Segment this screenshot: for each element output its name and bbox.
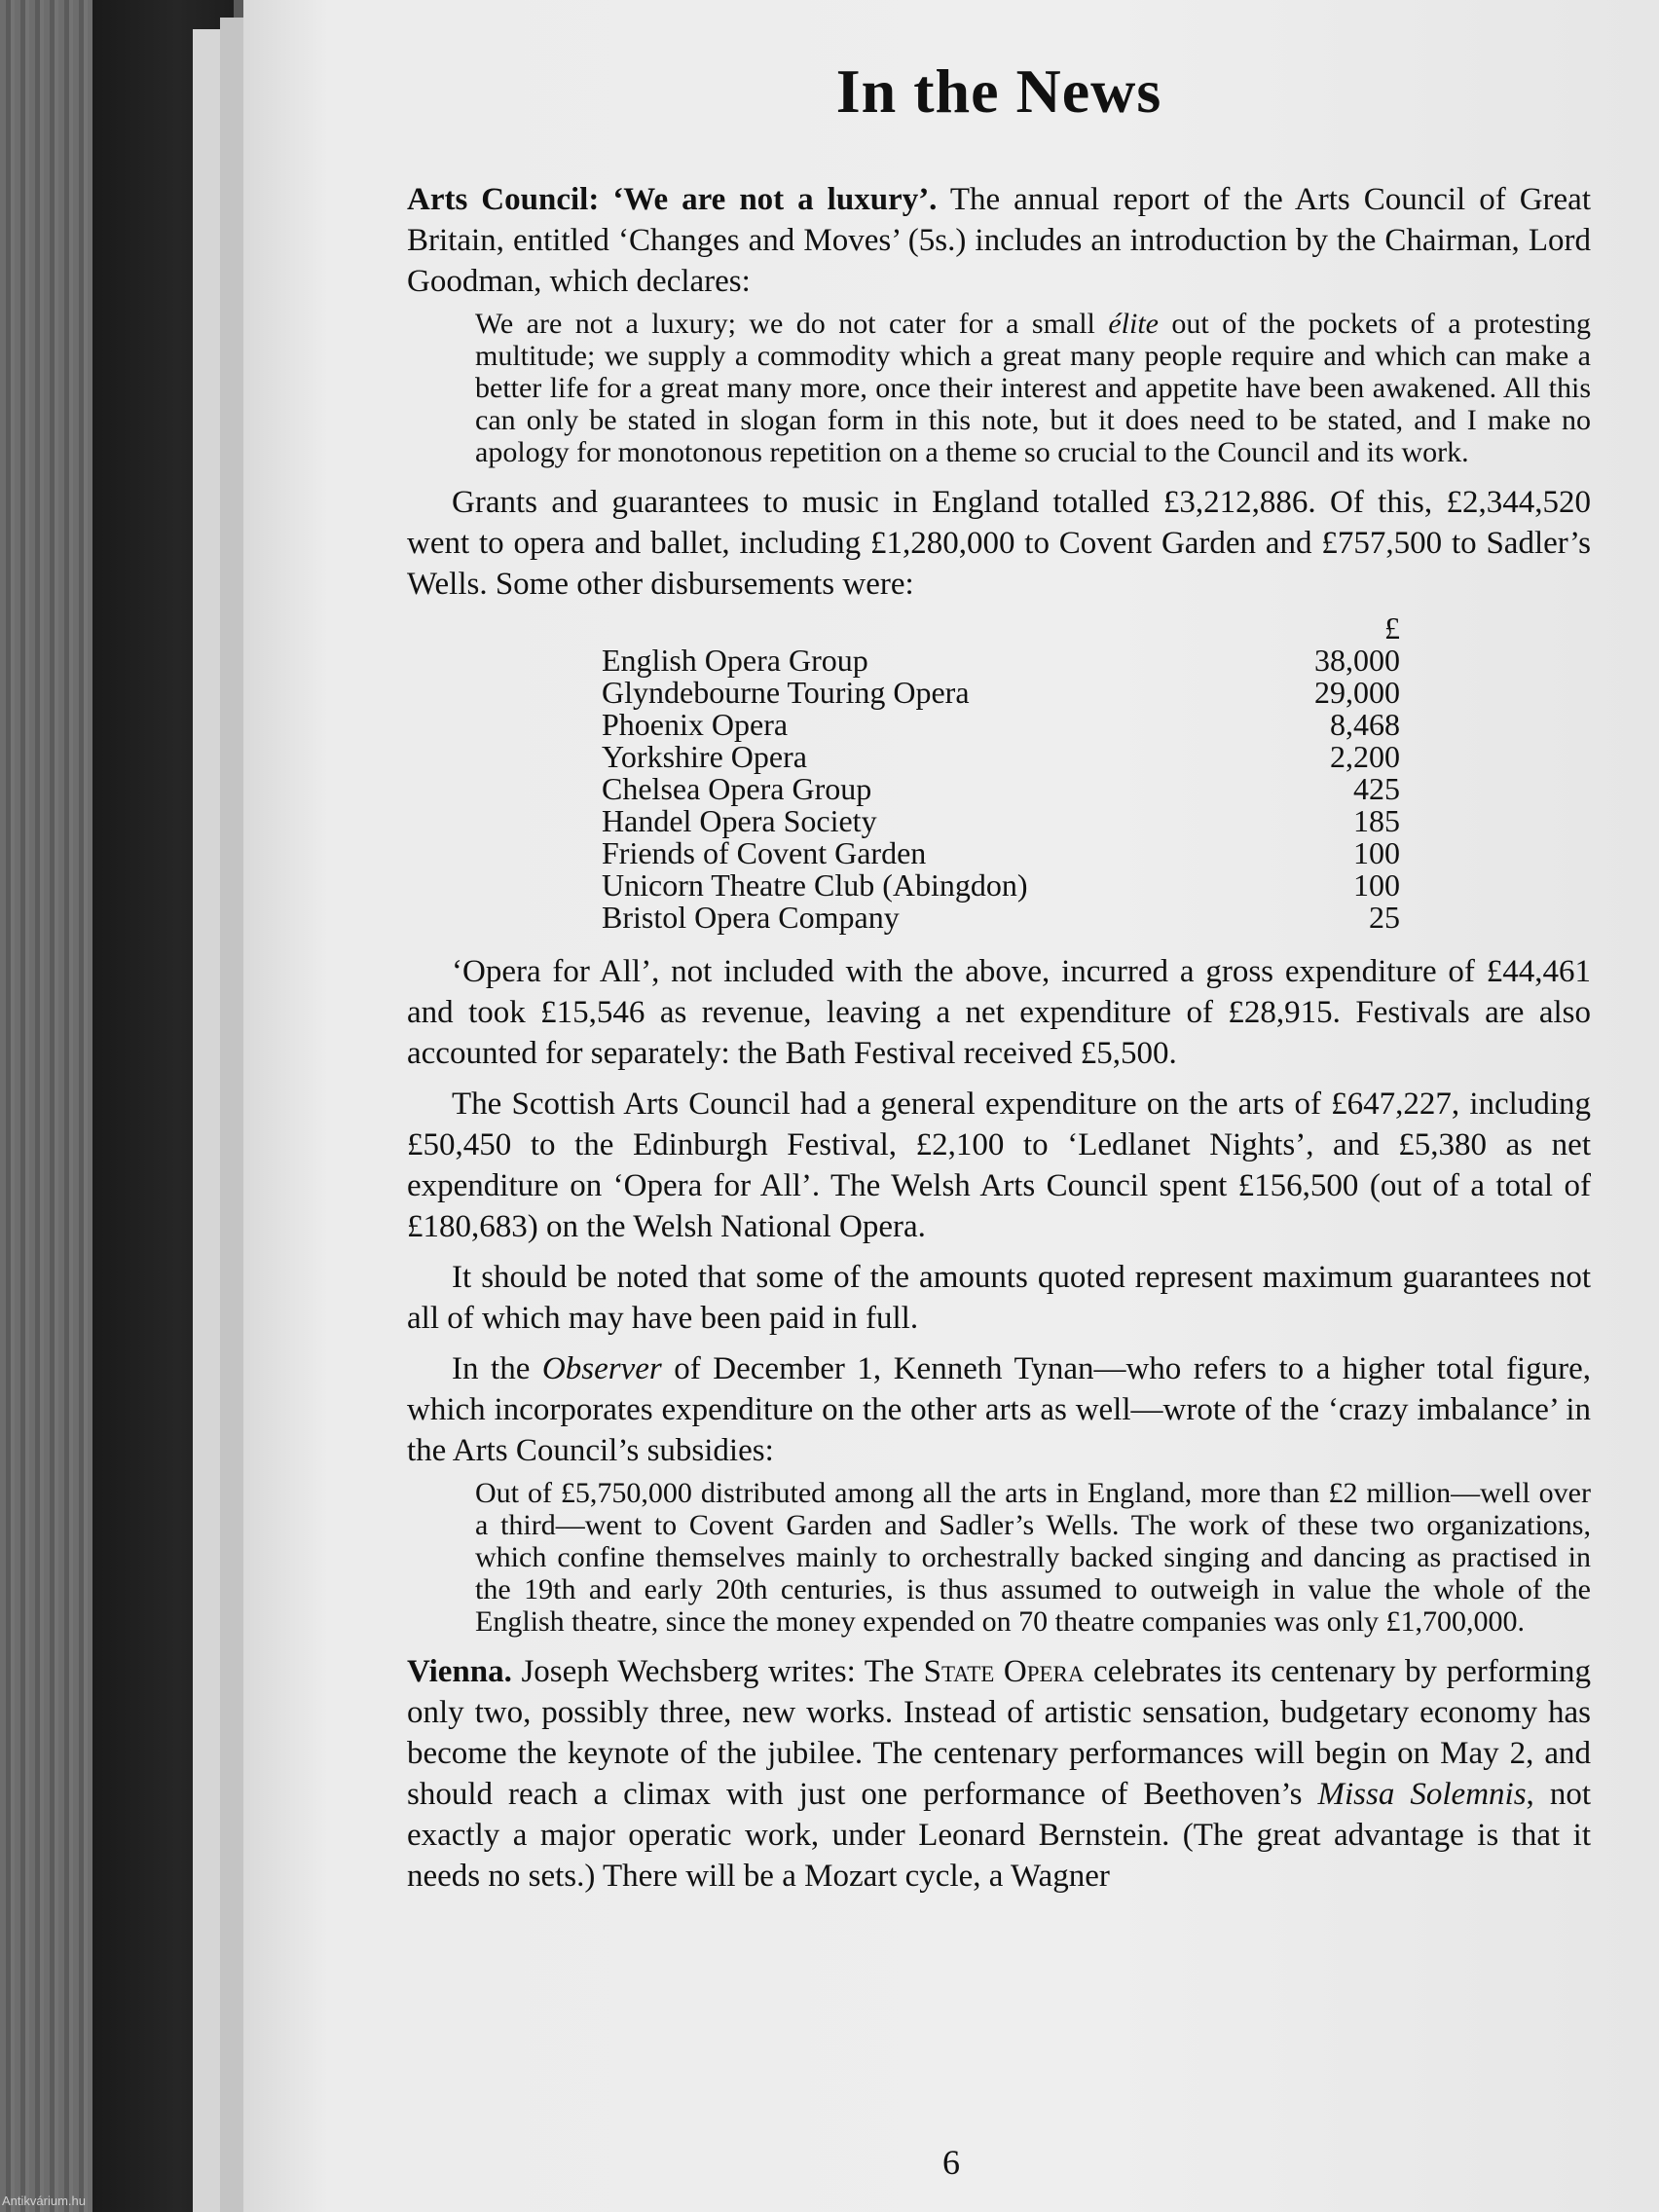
background-left: [0, 0, 97, 2212]
paragraph-opera-for-all: ‘Opera for All’, not included with the above, incurred a gross expenditure of £44,461 and took £15,546 as revenue, leaving a net expenditure of £28,915. Festivals are also accounted for separately: the Bath Festival received £5,500.: [407, 954, 1591, 1071]
paragraph-text: , not exactly a major operatic work, under Leonard Bernstein. (The great advantage is that it needs no sets.) There will be a Mozart cycle, a Wagner: [407, 1777, 1591, 1894]
page-title: In the News: [835, 56, 1162, 126]
company-name: Handel Opera Society: [602, 803, 877, 838]
paragraph-noted: It should be noted that some of the amounts quoted represent maximum guarantees not all of which may have been paid in full.: [407, 1260, 1591, 1336]
section-heading: Vienna.: [407, 1654, 512, 1689]
amount: 100: [1353, 835, 1400, 870]
currency-unit: £: [1384, 610, 1400, 645]
paragraph-text: In the: [452, 1351, 542, 1386]
small-caps-text: State Opera: [923, 1654, 1085, 1689]
table-row: [602, 645, 1400, 677]
amount: 8,468: [1330, 707, 1400, 742]
work-title: Missa Solemnis: [1317, 1777, 1527, 1812]
paragraph-vienna: [407, 1651, 1591, 1897]
block-quote-goodman: [475, 308, 1591, 468]
company-name: Yorkshire Opera: [602, 739, 807, 774]
table-row: [602, 677, 1400, 709]
amount: 100: [1353, 867, 1400, 903]
table-row: [602, 869, 1400, 902]
company-name: English Opera Group: [602, 643, 868, 678]
table-row: [602, 902, 1400, 934]
table-row: [602, 837, 1400, 869]
publication-name: Observer: [541, 1351, 662, 1386]
amount: 25: [1369, 900, 1400, 935]
paragraph-observer: [407, 1348, 1591, 1471]
paragraph-grants: Grants and guarantees to music in England totalled £3,212,886. Of this, £2,344,520 went to opera and ballet, including £1,280,000 to Covent Garden and £757,500 to Sadler’s Wells. Some other disbursements were:: [407, 485, 1591, 602]
amount: 425: [1353, 771, 1400, 806]
company-name: Chelsea Opera Group: [602, 771, 872, 806]
table-row: [602, 741, 1400, 773]
paragraph-text: celebrates its centenary by performing only two, possibly three, new works. Instead of artistic sensation, budgetary economy has become the keynote of the jubilee. The centenary performances will begin on May 2, and should reach a climax with just one performance of Beethoven’s: [407, 1654, 1592, 1812]
paragraph-scottish: The Scottish Arts Council had a general expenditure on the arts of £647,227, including £50,450 to the Edinburgh Festival, £2,100 to ‘Ledlanet Nights’, and £5,380 as net expenditure on ‘Opera for All’. The Welsh Arts Council spent £156,500 (out of a total of £180,683) on the Welsh National Opera.: [407, 1087, 1591, 1244]
book-page: [243, 0, 1659, 2212]
watermark: Antikvárium.hu: [2, 2194, 86, 2208]
company-name: Bristol Opera Company: [602, 900, 900, 935]
company-name: Unicorn Theatre Club (Abingdon): [602, 867, 1028, 903]
paragraph-text: The annual report of the Arts Council of Great Britain, entitled ‘Changes and Moves’ (5s.) includes an introduction by the Chairman, Lord Goodman, which declares:: [407, 182, 1591, 299]
amount: 29,000: [1314, 675, 1400, 710]
table-row: [602, 709, 1400, 741]
section-heading: Arts Council: ‘We are not a luxury’.: [407, 182, 938, 217]
page-content: [407, 55, 1591, 1897]
disbursements-table: [602, 612, 1400, 934]
company-name: Friends of Covent Garden: [602, 835, 927, 870]
paragraph-text: of December 1, Kenneth Tynan—who refers to a higher total figure, which incorporates expenditure on the other arts as well—wrote of the ‘crazy imbalance’ in the Arts Council’s subsidies:: [407, 1351, 1591, 1468]
amount: 185: [1353, 803, 1400, 838]
paragraph-text: Joseph Wechsberg writes: The: [521, 1654, 924, 1689]
table-row: [602, 805, 1400, 837]
table-row: [602, 773, 1400, 805]
amount: 38,000: [1314, 643, 1400, 678]
quote-text: We are not a luxury; we do not cater for a small: [475, 308, 1109, 340]
page-number: 6: [942, 2143, 960, 2182]
quote-text: out of the pockets of a protesting multitude; we supply a commodity which a great many people require and which can make a better life for a great many more, once their interest and appetite have been awakened. All this can only be stated in slogan form in this note, but it does need to be stated, and I make no apology for monotonous repetition on a theme so crucial to the Council and its work.: [475, 308, 1591, 468]
amount: 2,200: [1330, 739, 1400, 774]
block-quote-tynan: Out of £5,750,000 distributed among all the arts in England, more than £2 million—well over a third—went to Covent Garden and Sadler’s Wells. The work of these two organizations, which confine themselves mainly to orchestrally backed singing and dancing as practised in the 19th and early 20th centuries, is thus assumed to outweigh in value the whole of the English theatre, since the money expended on 70 theatre companies was only £1,700,000.: [475, 1477, 1591, 1638]
paragraph-arts-council-intro: [407, 179, 1591, 302]
quote-emphasis: élite: [1108, 308, 1159, 340]
company-name: Glyndebourne Touring Opera: [602, 675, 970, 710]
table-rows: [602, 645, 1400, 934]
company-name: Phoenix Opera: [602, 707, 789, 742]
